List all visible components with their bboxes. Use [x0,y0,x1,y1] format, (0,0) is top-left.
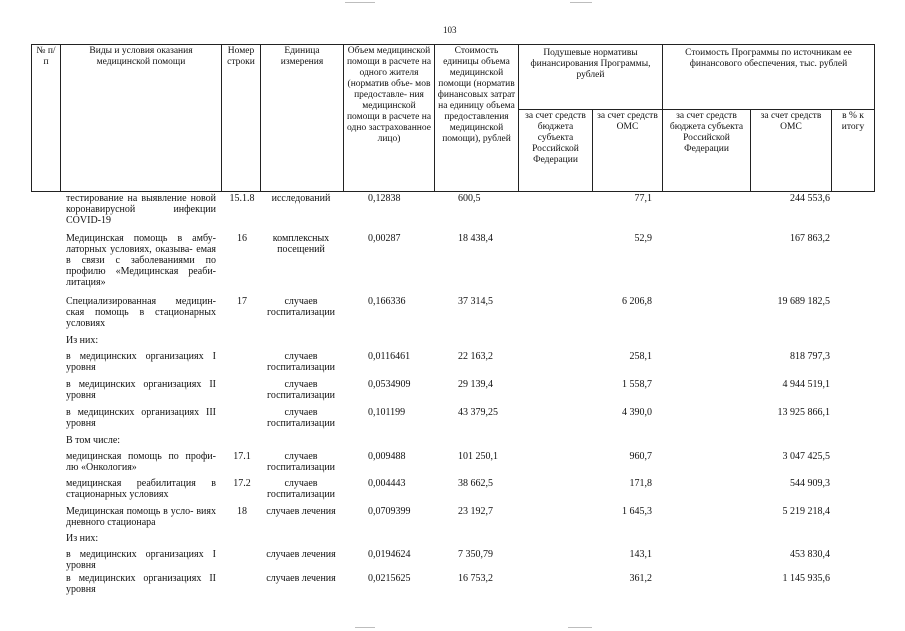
section-label: Из них: [66,533,99,544]
row-prog-oms: 3 047 425,5 [782,451,830,462]
row-cost: 101 250,1 [458,451,498,462]
row-percap-oms: 361,2 [629,573,652,584]
row-cost: 22 163,2 [458,351,493,362]
header-col-cost: Стоимость единицы объема медицинской помощи (норматив финансовых затрат на единицу объема предоставления медицинской помощи), рублей [434,44,519,192]
header-col-row: Номер строки [221,44,261,192]
header-col-percap-budget: за счет средств бюджета субъекта Российской Федерации [518,109,593,192]
row-percap-oms: 143,1 [629,549,652,560]
row-prog-oms: 818 797,3 [790,351,830,362]
row-prog-oms: 1 145 935,6 [782,573,830,584]
row-unit: исследований [271,193,331,204]
row-percap-oms: 171,8 [629,478,652,489]
row-description: тестирование на выявление новой коронавирусной инфекции COVID-19 [66,193,216,226]
row-volume: 0,0194624 [368,549,411,560]
row-prog-oms: 453 830,4 [790,549,830,560]
row-prog-oms: 244 553,6 [790,193,830,204]
row-description: медицинская реабилитация в стационарных условиях [66,478,216,500]
row-unit: случаев госпитализации [266,478,336,500]
header-col-percap: Подушевые нормативы финансирования Программы, рублей [518,44,663,110]
row-unit: случаев лечения [266,506,336,517]
header-col-prog: Стоимость Программы по источникам ее финансового обеспечения, тыс. рублей [662,44,875,110]
row-volume: 0,101199 [368,407,406,418]
row-unit: комплексных посещений [272,233,330,255]
row-percap-oms: 6 206,8 [622,296,652,307]
row-volume: 0,004443 [368,478,406,489]
row-cost: 29 139,4 [458,379,493,390]
row-prog-oms: 167 863,2 [790,233,830,244]
row-number: 17.2 [233,478,251,489]
row-description: в медицинских организациях III уровня [66,407,216,429]
row-prog-oms: 5 219 218,4 [782,506,830,517]
row-percap-oms: 1 645,3 [622,506,652,517]
row-cost: 38 662,5 [458,478,493,489]
row-description: в медицинских организациях I уровня [66,549,216,571]
row-volume: 0,0709399 [368,506,411,517]
row-unit: случаев госпитализации [266,379,336,401]
row-unit: случаев лечения [266,549,336,560]
row-volume: 0,0534909 [368,379,411,390]
row-description: в медицинских организациях I уровня [66,351,216,373]
row-percap-oms: 4 390,0 [622,407,652,418]
row-volume: 0,00287 [368,233,401,244]
row-description: медицинская помощь по профи- лю «Онкология» [66,451,216,473]
row-description: Медицинская помощь в усло- виях дневного стационара [66,506,216,528]
row-description: Медицинская помощь в амбу- латорных условиях, оказыва- емая в связи с заболеваниями по профилю «Медицинская реаби- литация» [66,233,216,288]
row-description: Специализированная медицин- ская помощь в стационарных условиях [66,296,216,329]
header-col-unit: Единица измерения [260,44,344,192]
row-percap-oms: 960,7 [629,451,652,462]
header-col-volume: Объем медицинской помощи в расчете на одного жителя (норматив объе- мов предоставле- ния медицинской помощи в расчете на одно застрахованное лицо) [343,44,435,192]
row-volume: 0,009488 [368,451,406,462]
row-unit: случаев госпитализации [266,351,336,373]
row-cost: 600,5 [458,193,481,204]
row-percap-oms: 52,9 [634,233,652,244]
page-number: 103 [443,25,457,35]
row-prog-oms: 4 944 519,1 [782,379,830,390]
row-percap-oms: 1 558,7 [622,379,652,390]
row-cost: 7 350,79 [458,549,493,560]
header-col-prog-budget: за счет средств бюджета субъекта Российской Федерации [662,109,751,192]
row-number: 17 [237,296,247,307]
row-volume: 0,12838 [368,193,401,204]
row-number: 18 [237,506,247,517]
row-number: 15.1.8 [229,193,255,204]
section-label: Из них: [66,335,99,346]
header-col-kind: Виды и условия оказания медицинской помощи [60,44,222,192]
row-prog-oms: 13 925 866,1 [777,407,830,418]
row-prog-oms: 544 909,3 [790,478,830,489]
header-col-percap-oms: за счет средств ОМС [592,109,663,192]
row-unit: случаев лечения [266,573,336,584]
header-col-num: № п/п [31,44,61,192]
row-volume: 0,0215625 [368,573,411,584]
row-cost: 43 379,25 [458,407,498,418]
header-col-prog-pct: в % к итогу [831,109,875,192]
row-description: в медицинских организациях II уровня [66,379,216,401]
row-unit: случаев госпитализации [266,407,336,429]
section-label: В том числе: [66,435,121,446]
row-unit: случаев госпитализации [266,451,336,473]
row-volume: 0,166336 [368,296,406,307]
row-prog-oms: 19 689 182,5 [777,296,830,307]
row-percap-oms: 258,1 [629,351,652,362]
row-cost: 18 438,4 [458,233,493,244]
row-number: 17.1 [233,451,251,462]
row-percap-oms: 77,1 [634,193,652,204]
row-description: в медицинских организациях II уровня [66,573,216,595]
header-col-prog-oms: за счет средств ОМС [750,109,832,192]
row-unit: случаев госпитализации [266,296,336,318]
row-cost: 16 753,2 [458,573,493,584]
row-cost: 23 192,7 [458,506,493,517]
row-number: 16 [237,233,247,244]
row-volume: 0,0116461 [368,351,411,362]
row-cost: 37 314,5 [458,296,493,307]
